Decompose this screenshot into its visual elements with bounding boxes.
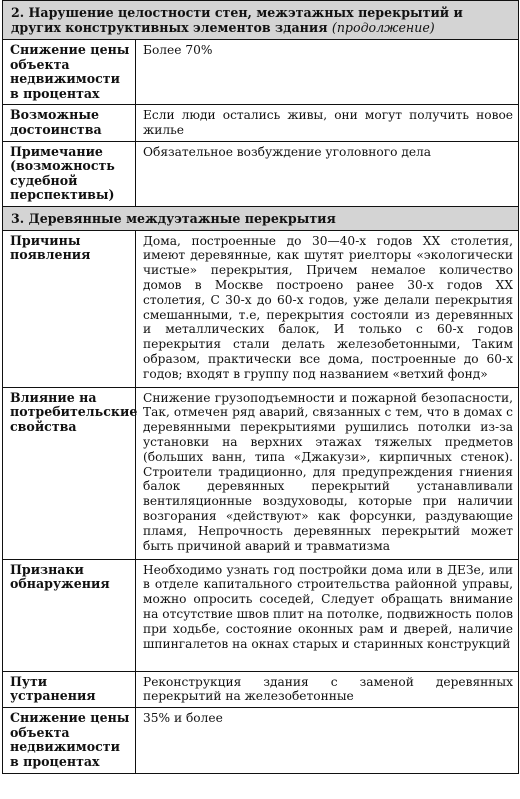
section-2-title <box>3 1 519 40</box>
row-label: Причины появления <box>3 230 136 387</box>
row-value: Необходимо узнать год постройки дома или в ДЕЗе, или в отделе капитального строительства районной управы, можно опросить соседей, Следует обращать внимание на отсутствие швов плит на потолке, подвижность полов при ходьбе, состояние оконных рам и дверей, наличие шпингалетов на окнах старых и старинных конструкций <box>136 559 519 671</box>
table-row <box>3 230 519 387</box>
row-label: Пути устранения <box>3 671 136 708</box>
row-label: Снижение цены объекта недвижимости в процентах <box>3 708 136 774</box>
property-defects-table <box>2 0 519 774</box>
section-2-header-row <box>3 1 519 40</box>
table-row <box>3 387 519 559</box>
row-label: Возможные достоинства <box>3 105 136 142</box>
row-value: Снижение грузоподъемности и пожарной безопасности, Так, отмечен ряд аварий, связанных с тем, что в домах с деревянными перекрытиями рушились потолки из-за установки на верхних этажах тяжелых предметов (больших ванн, типа «Джакузи», кирпичных стенок). Строители традиционно, для предупреждения гниения балок деревянных перекрытий устанавливали вентиляционные воздуховоды, которые при наличии возгорания «действуют» как форсунки, раздувающие пламя, Непрочность деревянных перекрытий может быть причиной аварий и травматизма <box>136 387 519 559</box>
row-label: Снижение цены объекта недвижимости в процентах <box>3 40 136 105</box>
row-label: Влияние на потребительские свойства <box>3 387 136 559</box>
row-value: Дома, построенные до 30—40-х годов XX столетия, имеют деревянные, как шутят риелторы «экологически чистые» перекрытия, Причем немалое количество домов в Москве построено ранее 30-х годов XX столетия, С 30-х до 60-х годов, уже делали перекрытия смешанными, т.е, перекрытия состояли из деревянных и металлических балок, И только с 60-х годов перекрытия стали делать железобетонными, Таким образом, практически все дома, построенные до 60-х годов; входят в группу под названием «ветхий фонд» <box>136 230 519 387</box>
section-3-header-row <box>3 206 519 230</box>
table-row <box>3 708 519 774</box>
section-3-title <box>3 206 519 230</box>
row-label: Примечание (возможность судебной перспективы) <box>3 141 136 206</box>
section-2-continued-note: (продолжение) <box>331 20 435 35</box>
section-3-title-text: 3. Деревянные междуэтажные перекрытия <box>11 210 336 226</box>
row-value: Если люди остались живы, они могут получить новое жилье <box>136 105 519 142</box>
table-row <box>3 559 519 671</box>
table-row <box>3 671 519 708</box>
row-value: 35% и более <box>136 708 519 774</box>
table-row <box>3 105 519 142</box>
row-value: Реконструкция здания с заменой деревянных перекрытий на железобетонные <box>136 671 519 708</box>
table-row <box>3 40 519 105</box>
row-label: Признаки обнаружения <box>3 559 136 671</box>
row-value: Более 70% <box>136 40 519 105</box>
row-value: Обязательное возбуждение уголовного дела <box>136 141 519 206</box>
section-2-title-text: 2. Нарушение целостности стен, межэтажных перекрытий и других конструктивных элементов здания <box>11 5 463 35</box>
table-row <box>3 141 519 206</box>
